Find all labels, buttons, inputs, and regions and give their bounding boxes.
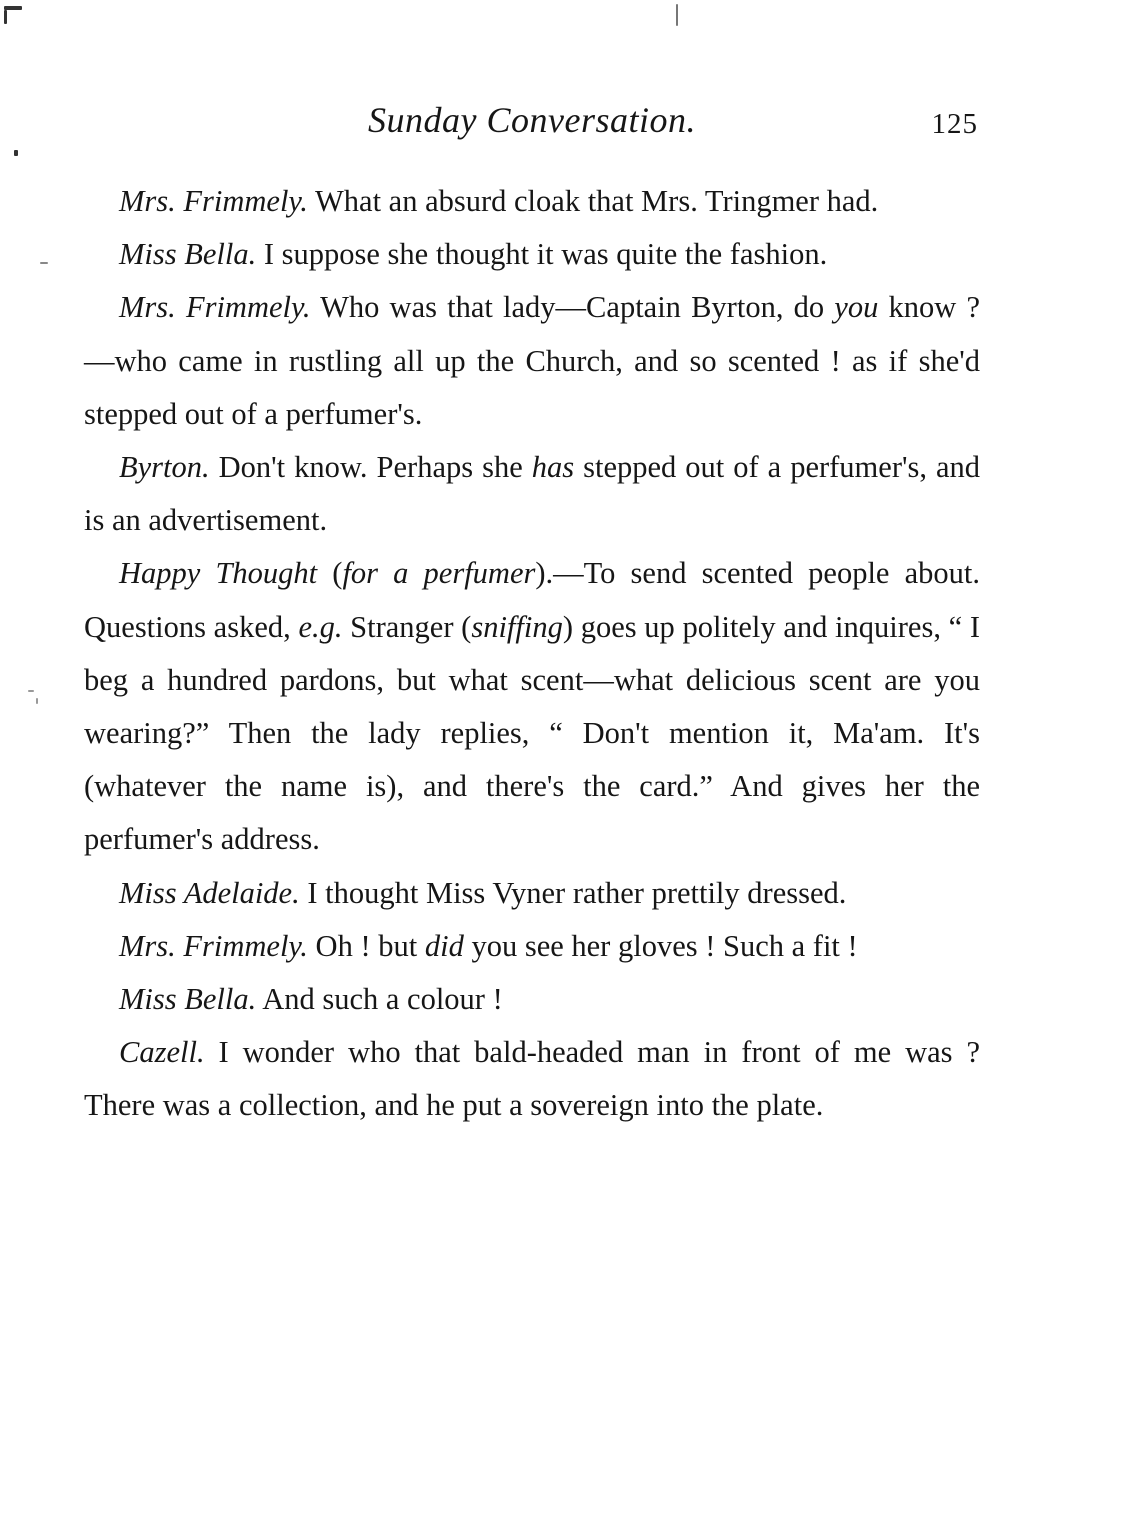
dialogue-text: ) goes up politely and inquires, “ I beg a hundred pardons, but what scent—what delicious scent are you wearing?” Then the lady replies, “ Don't mention it, Ma'am. It's (whatever the name is), and there's the card.” And gives her the perfumer's address.: [84, 609, 980, 857]
paragraph-1: [84, 175, 980, 228]
scan-speck: [14, 150, 18, 156]
dialogue-text: Don't know. Perhaps she: [209, 450, 532, 485]
paragraph-9: [84, 1026, 980, 1132]
emphasis-text: e.g.: [298, 609, 343, 644]
paragraph-4: [84, 441, 980, 547]
speaker-name: Mrs. Frimmely.: [119, 290, 311, 325]
dialogue-text: And such a colour !: [256, 982, 503, 1017]
page-number: 125: [931, 108, 978, 140]
running-head: [84, 95, 980, 145]
speaker-name: Miss Bella.: [119, 237, 257, 272]
speaker-name: Cazell.: [119, 1035, 205, 1070]
paragraph-6: [84, 867, 980, 920]
dialogue-text: you see her gloves ! Such a fit !: [463, 928, 858, 963]
dialogue-text: Stranger (: [342, 609, 472, 644]
scan-speck: [676, 4, 678, 26]
speaker-name: Miss Bella.: [119, 982, 257, 1017]
dialogue-text: I wonder who that bald-headed man in front of me was ? There was a collection, and he put a sovereign into the plate.: [84, 1035, 980, 1123]
dialogue-text: I thought Miss Vyner rather prettily dressed.: [299, 875, 847, 910]
dialogue-text: ).—To send scented people about. Questions asked,: [84, 556, 980, 644]
dialogue-text: (: [317, 556, 343, 591]
body-text: [84, 175, 980, 1133]
scan-speck: [36, 698, 38, 704]
dialogue-text: Oh ! but: [307, 928, 425, 963]
speaker-name: Miss Adelaide.: [119, 875, 300, 910]
dialogue-text: stepped out of a perfumer's, and is an advertisement.: [84, 450, 980, 538]
speaker-name: Mrs. Frimmely.: [119, 928, 308, 963]
paragraph-5: [84, 547, 980, 866]
emphasis-text: for a perfumer: [342, 556, 536, 591]
emphasis-text: you: [834, 290, 879, 325]
dialogue-text: know ?—who came in rustling all up the Church, and so scented ! as if she'd stepped out of a perfumer's.: [84, 290, 980, 431]
running-title: Sunday Conversation.: [368, 100, 696, 140]
emphasis-text: has: [531, 450, 575, 485]
speaker-name: Mrs. Frimmely.: [119, 184, 308, 218]
scan-speck: [28, 690, 34, 692]
paragraph-8: [84, 973, 980, 1026]
emphasis-text: sniffing: [471, 609, 563, 644]
speaker-name: Happy Thought: [119, 556, 318, 591]
paragraph-7: [84, 920, 980, 973]
scan-speck: [4, 10, 7, 24]
paragraph-2: [84, 228, 980, 281]
paragraph-3: [84, 281, 980, 441]
dialogue-text: I suppose she thought it was quite the fashion.: [256, 237, 828, 272]
emphasis-text: did: [424, 928, 464, 963]
dialogue-text: What an absurd cloak that Mrs. Tringmer had.: [307, 184, 879, 218]
speaker-name: Byrton.: [119, 450, 210, 485]
scan-speck: [40, 262, 48, 264]
dialogue-text: Who was that lady—Captain Byrton, do: [310, 290, 835, 325]
